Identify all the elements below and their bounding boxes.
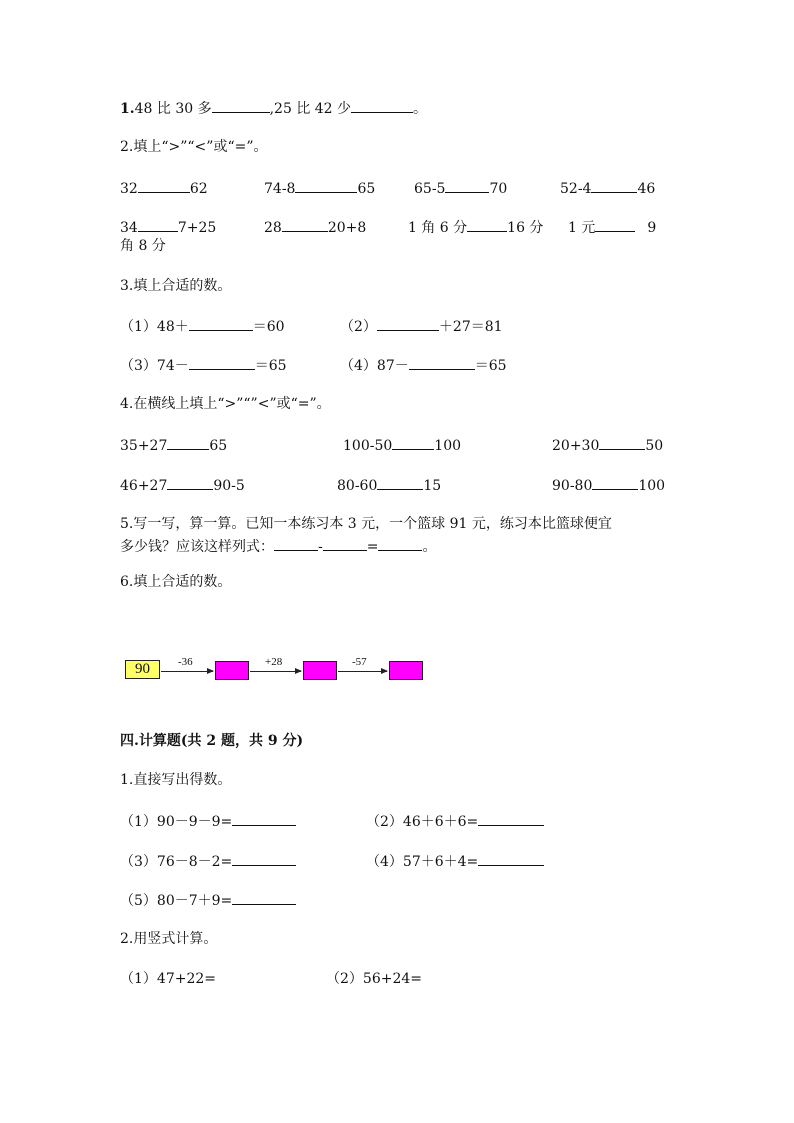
q2-item: 34 7+25 (120, 216, 216, 238)
chain-op-1: -36 (178, 656, 193, 668)
q3-title: 3.填上合适的数。 (120, 278, 232, 294)
q4-blank[interactable] (377, 474, 423, 490)
q2-blank[interactable] (595, 216, 635, 232)
q4-item: 20+30 50 (552, 434, 663, 456)
sec4-p1-item-5: （5）80－7＋9= (120, 889, 296, 911)
sec4-p1-item-2: （2）46＋6＋6= (366, 810, 544, 832)
q2-blank[interactable] (295, 177, 357, 193)
q5-blank-3[interactable] (378, 535, 422, 551)
q2-item: 1 角 6 分 16 分 (408, 216, 543, 238)
q4-item: 46+27 90-5 (120, 474, 245, 496)
q2-title: 2.填上“>”“<”或“=”。 (120, 139, 268, 155)
q1-blank-1[interactable] (212, 97, 270, 113)
sec4-p1-item-4: （4）57＋6＋4= (366, 850, 544, 872)
sec4-p1-item-1: （1）90－9－9= (120, 810, 296, 832)
q3-item-2: （2） ＋27＝81 (340, 315, 503, 337)
q2-blank[interactable] (591, 177, 637, 193)
q4-blank[interactable] (167, 434, 209, 450)
q5-line-1: 5.写一写，算一算。已知一本练习本 3 元，一个篮球 91 元，练习本比篮球便宜 (120, 516, 612, 532)
q4-item: 90-80 100 (552, 474, 665, 496)
q3-item-4: （4）87－ ＝65 (340, 354, 507, 376)
sec4-blank[interactable] (232, 810, 296, 826)
chain-arrow-1 (161, 671, 213, 672)
q2-item: 65-5 70 (414, 177, 507, 199)
q3-blank[interactable] (409, 354, 475, 370)
q1-number: 1. (120, 101, 135, 117)
q4-title: 4.在横线上填上“>”“”<”或“=”。 (120, 396, 331, 412)
sec4-blank[interactable] (478, 810, 544, 826)
sec4-p1-item-3: （3）76－8－2= (120, 850, 296, 872)
sec4-p1-title: 1.直接写出得数。 (120, 772, 232, 788)
sec4-blank[interactable] (478, 850, 544, 866)
sec4-p2-title: 2.用竖式计算。 (120, 931, 218, 947)
q4-blank[interactable] (167, 474, 213, 490)
sec4-blank[interactable] (232, 889, 296, 905)
q4-blank[interactable] (599, 434, 645, 450)
q2-blank[interactable] (282, 216, 328, 232)
q4-blank[interactable] (592, 474, 638, 490)
sec4-p2-item-2: （2）56+24= (326, 971, 422, 987)
chain-start-box: 90 (125, 660, 160, 679)
chain-op-3: -57 (352, 656, 367, 668)
chain-answer-box-3[interactable] (389, 661, 423, 680)
q2-blank[interactable] (445, 177, 489, 193)
q4-blank[interactable] (392, 434, 434, 450)
q1-text-1: 48 比 30 多 (134, 101, 212, 117)
q2-blank[interactable] (467, 216, 507, 232)
q2-item: 1 元 9 (568, 216, 656, 238)
q3-item-1: （1）48＋ ＝60 (120, 315, 285, 337)
q2-wrap-text: 角 8 分 (120, 238, 166, 254)
chain-arrow-2 (250, 671, 301, 672)
q6-title: 6.填上合适的数。 (120, 574, 232, 590)
chain-arrow-3 (338, 671, 387, 672)
q2-item: 32 62 (120, 177, 208, 199)
q3-blank[interactable] (189, 315, 253, 331)
chain-answer-box-2[interactable] (303, 661, 337, 680)
q4-item: 100-50 100 (343, 434, 461, 456)
q3-item-3: （3）74－ ＝65 (120, 354, 287, 376)
q4-item: 80-60 15 (337, 474, 441, 496)
q5-blank-1[interactable] (274, 535, 318, 551)
chain-answer-box-1[interactable] (215, 661, 249, 680)
q4-item: 35+27 65 (120, 434, 227, 456)
q3-blank[interactable] (189, 354, 255, 370)
q1-text-3: 。 (413, 101, 428, 117)
q2-blank[interactable] (138, 177, 190, 193)
q1-text-2: ,25 比 42 少 (269, 101, 352, 117)
q2-item: 52-4 46 (560, 177, 655, 199)
q2-item: 74-8 65 (264, 177, 375, 199)
q2-item: 28 20+8 (264, 216, 366, 238)
q3-blank[interactable] (377, 315, 439, 331)
section-4-title: 四.计算题(共 2 题，共 9 分) (120, 733, 304, 749)
q1-blank-2[interactable] (351, 97, 413, 113)
sec4-p2-item-1: （1）47+22= (120, 971, 216, 987)
q5-line-2: 多少钱？应该这样列式： - = 。 (120, 535, 436, 557)
sec4-blank[interactable] (232, 850, 296, 866)
q1-line (120, 97, 427, 119)
q5-blank-2[interactable] (323, 535, 367, 551)
chain-op-2: +28 (265, 656, 283, 668)
q2-blank[interactable] (138, 216, 178, 232)
